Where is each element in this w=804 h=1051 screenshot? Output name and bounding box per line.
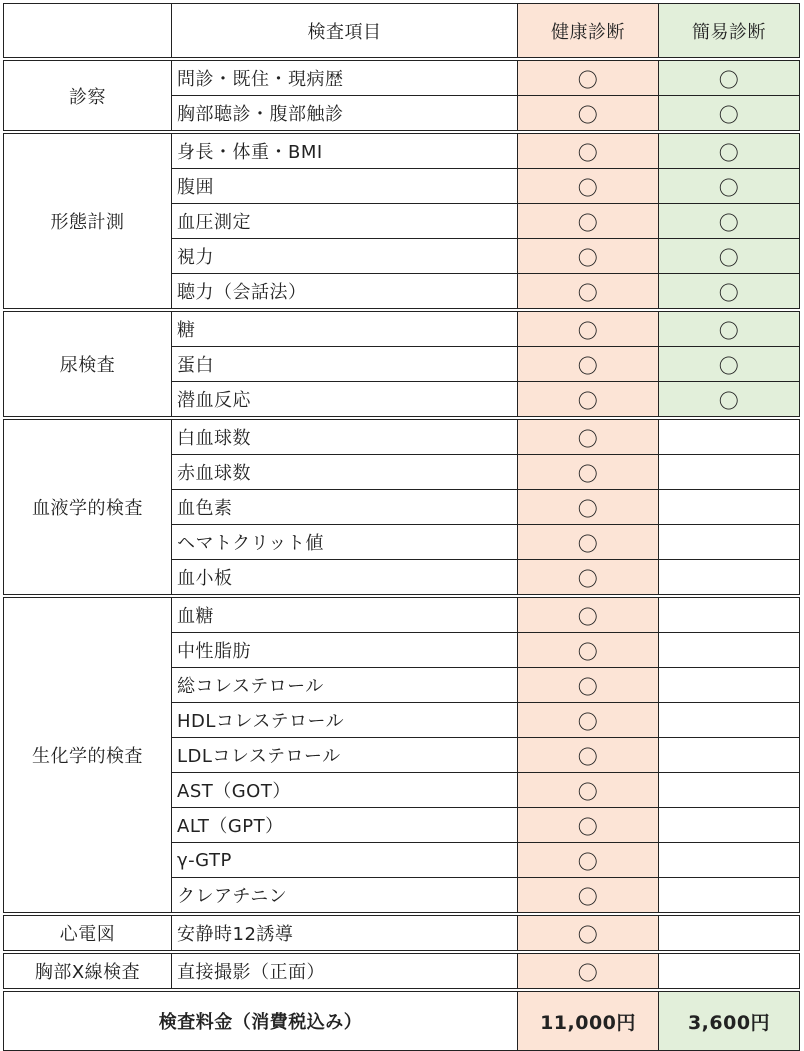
exam-item-name: 白血球数	[172, 420, 518, 455]
simple-checkup-mark	[659, 525, 800, 560]
exam-item-name: クレアチニン	[172, 878, 518, 913]
health-checkup-mark: 〇	[518, 420, 659, 455]
exam-item-name: LDLコレステロール	[172, 738, 518, 773]
exam-item-name: 胸部聴診・腹部触診	[172, 96, 518, 131]
header-health-checkup: 健康診断	[518, 4, 659, 58]
simple-checkup-mark: 〇	[659, 274, 800, 309]
simple-checkup-mark	[659, 490, 800, 525]
simple-checkup-mark: 〇	[659, 204, 800, 239]
health-checkup-mark: 〇	[518, 878, 659, 913]
health-checkup-price: 11,000円	[518, 992, 659, 1051]
health-checkup-mark: 〇	[518, 843, 659, 878]
exam-item-name: 安静時12誘導	[172, 916, 518, 951]
health-checkup-mark: 〇	[518, 204, 659, 239]
exam-item-name: 蛋白	[172, 347, 518, 382]
simple-checkup-price: 3,600円	[659, 992, 800, 1051]
table-row	[4, 312, 800, 347]
health-checkup-mark: 〇	[518, 773, 659, 808]
health-checkup-mark: 〇	[518, 169, 659, 204]
category-cell: 心電図	[4, 916, 172, 951]
exam-table-body	[4, 4, 800, 1051]
simple-checkup-mark: 〇	[659, 96, 800, 131]
health-checkup-mark: 〇	[518, 954, 659, 989]
simple-checkup-mark	[659, 455, 800, 490]
simple-checkup-mark	[659, 878, 800, 913]
category-cell: 胸部X線検査	[4, 954, 172, 989]
exam-item-name: AST（GOT）	[172, 773, 518, 808]
health-checkup-mark: 〇	[518, 598, 659, 633]
simple-checkup-mark	[659, 668, 800, 703]
table-row	[4, 420, 800, 455]
category-cell: 血液学的検査	[4, 420, 172, 595]
exam-item-name: γ-GTP	[172, 843, 518, 878]
exam-item-name: 糖	[172, 312, 518, 347]
health-checkup-mark: 〇	[518, 312, 659, 347]
health-checkup-mark: 〇	[518, 455, 659, 490]
simple-checkup-mark	[659, 773, 800, 808]
exam-item-name: 血小板	[172, 560, 518, 595]
simple-checkup-mark	[659, 420, 800, 455]
health-checkup-mark: 〇	[518, 96, 659, 131]
simple-checkup-mark: 〇	[659, 312, 800, 347]
simple-checkup-mark: 〇	[659, 61, 800, 96]
exam-item-name: 中性脂肪	[172, 633, 518, 668]
exam-item-name: HDLコレステロール	[172, 703, 518, 738]
header-simple-checkup: 簡易診断	[659, 4, 800, 58]
simple-checkup-mark	[659, 703, 800, 738]
simple-checkup-mark: 〇	[659, 169, 800, 204]
category-cell: 形態計測	[4, 134, 172, 309]
exam-item-name: 血糖	[172, 598, 518, 633]
header-row	[4, 4, 800, 58]
exam-item-name: 直接撮影（正面）	[172, 954, 518, 989]
simple-checkup-mark	[659, 633, 800, 668]
health-checkup-mark: 〇	[518, 239, 659, 274]
health-checkup-mark: 〇	[518, 916, 659, 951]
exam-item-name: ALT（GPT）	[172, 808, 518, 843]
header-blank-cell	[4, 4, 172, 58]
table-row	[4, 61, 800, 96]
simple-checkup-mark	[659, 598, 800, 633]
health-checkup-mark: 〇	[518, 274, 659, 309]
exam-item-name: ヘマトクリット値	[172, 525, 518, 560]
health-checkup-mark: 〇	[518, 382, 659, 417]
simple-checkup-mark	[659, 954, 800, 989]
health-checkup-mark: 〇	[518, 808, 659, 843]
exam-item-name: 聴力（会話法）	[172, 274, 518, 309]
health-checkup-mark: 〇	[518, 668, 659, 703]
category-cell: 尿検査	[4, 312, 172, 417]
table-row	[4, 954, 800, 989]
health-checkup-mark: 〇	[518, 525, 659, 560]
total-label: 検査料金（消費税込み）	[4, 992, 518, 1051]
category-cell: 診察	[4, 61, 172, 131]
exam-item-name: 視力	[172, 239, 518, 274]
total-row	[4, 992, 800, 1051]
exam-item-name: 総コレステロール	[172, 668, 518, 703]
exam-item-name: 問診・既住・現病歴	[172, 61, 518, 96]
simple-checkup-mark	[659, 916, 800, 951]
simple-checkup-mark	[659, 560, 800, 595]
exam-item-name: 血色素	[172, 490, 518, 525]
table-row	[4, 134, 800, 169]
health-checkup-mark: 〇	[518, 490, 659, 525]
health-checkup-mark: 〇	[518, 703, 659, 738]
exam-item-name: 潜血反応	[172, 382, 518, 417]
simple-checkup-mark	[659, 843, 800, 878]
health-checkup-mark: 〇	[518, 738, 659, 773]
exam-item-name: 腹囲	[172, 169, 518, 204]
header-item-column: 検査項目	[172, 4, 518, 58]
category-cell: 生化学的検査	[4, 598, 172, 913]
health-checkup-mark: 〇	[518, 633, 659, 668]
exam-table	[3, 3, 800, 1051]
simple-checkup-mark: 〇	[659, 347, 800, 382]
health-checkup-mark: 〇	[518, 347, 659, 382]
simple-checkup-mark: 〇	[659, 382, 800, 417]
table-row	[4, 916, 800, 951]
exam-item-name: 赤血球数	[172, 455, 518, 490]
health-checkup-mark: 〇	[518, 61, 659, 96]
health-checkup-mark: 〇	[518, 560, 659, 595]
simple-checkup-mark: 〇	[659, 239, 800, 274]
table-row	[4, 598, 800, 633]
exam-item-name: 身長・体重・BMI	[172, 134, 518, 169]
health-checkup-mark: 〇	[518, 134, 659, 169]
simple-checkup-mark: 〇	[659, 134, 800, 169]
simple-checkup-mark	[659, 738, 800, 773]
simple-checkup-mark	[659, 808, 800, 843]
exam-item-name: 血圧測定	[172, 204, 518, 239]
